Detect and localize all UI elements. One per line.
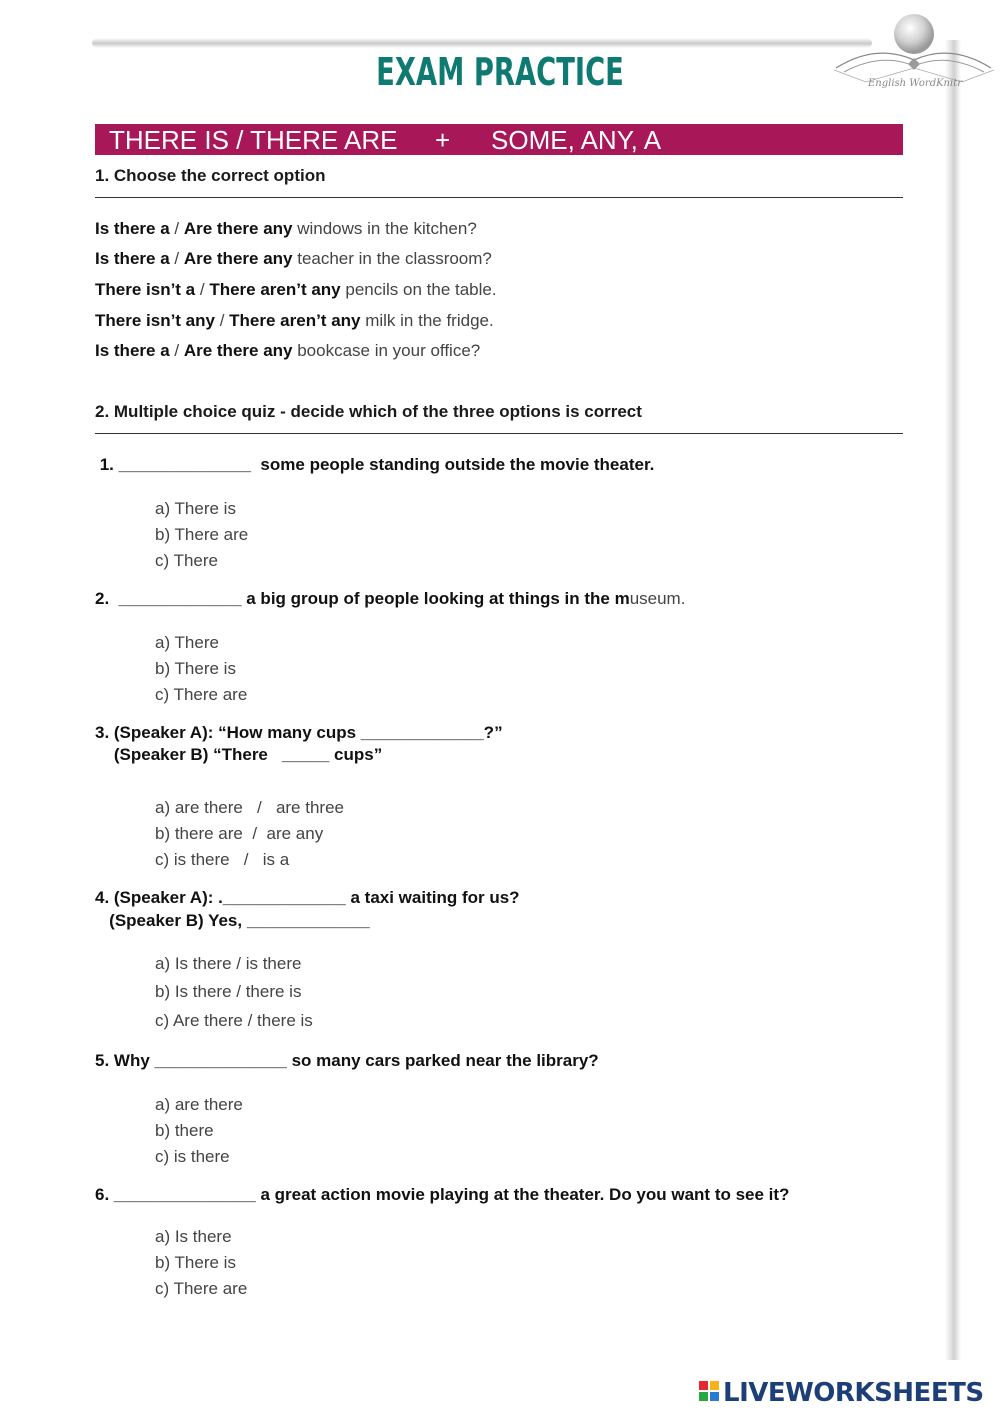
logo-square-red [699,1381,708,1390]
logo-text: English WordKnitr [868,78,962,89]
question-4-option-b[interactable]: b) Is there / there is [155,982,302,1001]
option-1[interactable]: There isn’t any [95,311,215,330]
choice-item [95,249,492,269]
option-separator: / [195,280,210,299]
section1-divider [95,197,903,198]
question-3-line-2: (Speaker B) “There _____ cups” [95,745,383,764]
question-3-option-b[interactable]: b) there are / are any [155,824,324,843]
question-4-option-a[interactable]: a) Is there / is there [155,954,302,973]
option-separator: / [169,341,184,360]
choice-item [95,341,480,361]
question-3-line-1: 3. (Speaker A): “How many cups _____________?” [95,723,503,742]
section2-heading: 2. Multiple choice quiz - decide which of the three options is correct [95,402,642,421]
section1-heading: 1. Choose the correct option [95,166,326,185]
option-separator: / [169,249,184,268]
option-2[interactable]: Are there any [183,341,293,360]
top-decorative-rule [92,38,872,48]
question-3-option-a[interactable]: a) are there / are three [155,798,344,817]
question-2-text: 2. _____________ a big group of people looking at things in the m [95,589,630,608]
choice-item [95,311,494,331]
option-1[interactable]: Is there a [95,249,170,268]
footer-brand: LIVEWORKSHEETS [723,1378,984,1408]
question-5-option-a[interactable]: a) are there [155,1095,243,1114]
section2-divider [95,433,903,434]
question-6-option-a[interactable]: a) Is there [155,1227,232,1246]
option-separator: / [214,311,230,330]
sentence-rest: bookcase in your office? [292,341,481,360]
question-5-option-b[interactable]: b) there [155,1121,214,1140]
question-3-option-c[interactable]: c) is there / is a [155,850,290,869]
question-2-option-c[interactable]: c) There are [155,685,248,704]
banner-right-text: SOME, ANY, A [491,125,662,155]
option-2[interactable]: There aren’t any [209,280,341,299]
question-2 [95,589,685,609]
sentence-rest: milk in the fridge. [360,311,494,330]
option-2[interactable]: Are there any [183,219,293,238]
question-1: 1. ______________ some people standing outside the movie theater. [95,455,655,474]
option-1[interactable]: Is there a [95,341,170,360]
question-4-line-2: (Speaker B) Yes, _____________ [95,911,370,930]
option-separator: / [169,219,184,238]
sentence-rest: windows in the kitchen? [292,219,477,238]
question-5: 5. Why ______________ so many cars parked near the library? [95,1051,599,1070]
sentence-rest: pencils on the table. [340,280,497,299]
banner-plus: + [435,125,451,155]
logo-square-blue [710,1392,719,1401]
question-1-option-c[interactable]: c) There [155,551,218,570]
sentence-rest: teacher in the classroom? [292,249,492,268]
question-4-option-c[interactable]: c) Are there / there is [155,1011,313,1030]
page-title: EXAM PRACTICE [376,50,624,94]
question-6-option-c[interactable]: c) There are [155,1279,248,1298]
option-1[interactable]: Is there a [95,219,170,238]
option-1[interactable]: There isn’t a [95,280,196,299]
question-5-option-c[interactable]: c) is there [155,1147,230,1166]
question-2-option-b[interactable]: b) There is [155,659,236,678]
logo-square-green [699,1392,708,1401]
question-2-tail: useum. [629,589,686,608]
option-2[interactable]: Are there any [183,249,293,268]
question-2-option-a[interactable]: a) There [155,633,219,652]
question-1-option-a[interactable]: a) There is [155,499,236,518]
question-1-option-b[interactable]: b) There are [155,525,249,544]
choice-item [95,219,477,239]
choice-item [95,280,497,300]
question-6-option-b[interactable]: b) There is [155,1253,236,1272]
topic-banner [95,124,903,155]
option-2[interactable]: There aren’t any [229,311,361,330]
question-6: 6. _______________ a great action movie playing at the theater. Do you want to see it? [95,1185,790,1204]
question-4-line-1: 4. (Speaker A): ._____________ a taxi waiting for us? [95,888,520,907]
banner-left-text: THERE IS / THERE ARE [109,125,398,155]
logo-square-yellow [710,1381,719,1390]
right-decorative-rule [945,40,961,1360]
